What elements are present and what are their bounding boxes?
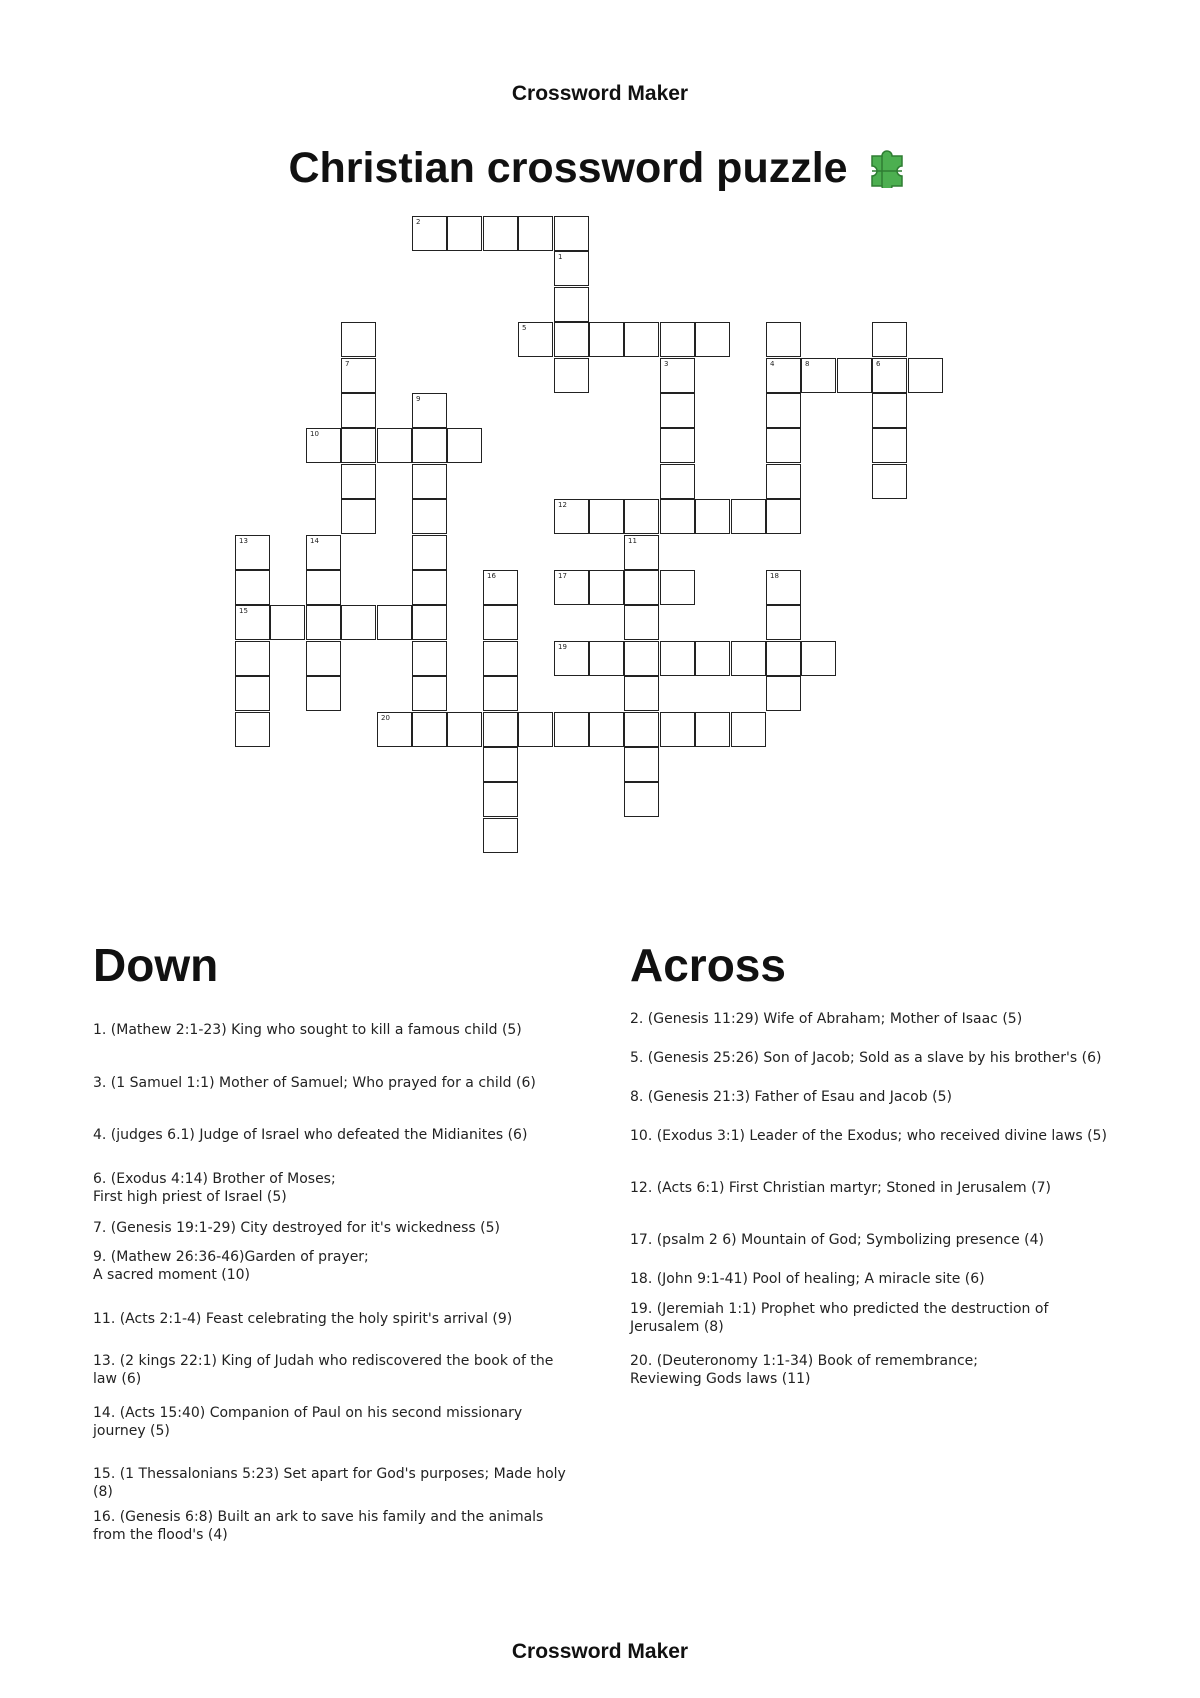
grid-cell bbox=[589, 570, 624, 605]
cell-number: 6 bbox=[876, 360, 881, 368]
down-clue: 13. (2 kings 22:1) King of Judah who rediscovered the book of the law (6) bbox=[93, 1353, 554, 1387]
grid-cell bbox=[624, 499, 659, 534]
grid-cell bbox=[341, 605, 376, 640]
down-clue: 15. (1 Thessalonians 5:23) Set apart for God's purposes; Made holy (8) bbox=[93, 1466, 566, 1500]
grid-cell bbox=[660, 570, 695, 605]
grid-cell bbox=[801, 641, 836, 676]
grid-cell bbox=[341, 393, 376, 428]
grid-cell bbox=[447, 712, 482, 747]
grid-cell bbox=[412, 499, 447, 534]
grid-cell bbox=[341, 464, 376, 499]
grid-cell bbox=[412, 605, 447, 640]
grid-cell bbox=[589, 322, 624, 357]
grid-cell bbox=[518, 322, 553, 357]
grid-cell bbox=[660, 428, 695, 463]
down-clue: 14. (Acts 15:40) Companion of Paul on his second missionary journey (5) bbox=[93, 1405, 523, 1439]
grid-cell bbox=[306, 676, 341, 711]
across-clue: 2. (Genesis 11:29) Wife of Abraham; Mother of Isaac (5) bbox=[630, 1011, 1023, 1027]
cell-number: 19 bbox=[558, 643, 567, 651]
grid-cell bbox=[554, 322, 589, 357]
grid-cell bbox=[412, 216, 447, 251]
grid-cell bbox=[270, 605, 305, 640]
cell-number: 11 bbox=[628, 537, 637, 545]
across-clue: 8. (Genesis 21:3) Father of Esau and Jacob (5) bbox=[630, 1089, 952, 1105]
grid-cell bbox=[624, 605, 659, 640]
grid-cell bbox=[377, 712, 412, 747]
grid-cell bbox=[801, 358, 836, 393]
grid-cell bbox=[766, 676, 801, 711]
grid-cell bbox=[518, 216, 553, 251]
grid-cell bbox=[554, 499, 589, 534]
cell-number: 4 bbox=[770, 360, 775, 368]
grid-cell bbox=[872, 464, 907, 499]
grid-cell bbox=[554, 251, 589, 286]
grid-cell bbox=[908, 358, 943, 393]
brand-header: Crossword Maker bbox=[511, 82, 689, 105]
grid-cell bbox=[483, 605, 518, 640]
grid-cell bbox=[872, 358, 907, 393]
grid-cell bbox=[483, 216, 518, 251]
grid-cell bbox=[624, 322, 659, 357]
across-clue: 20. (Deuteronomy 1:1-34) Book of remembrance; Reviewing Gods laws (11) bbox=[630, 1353, 978, 1387]
grid-cell bbox=[766, 322, 801, 357]
grid-cell bbox=[731, 641, 766, 676]
grid-cell bbox=[766, 428, 801, 463]
grid-cell bbox=[483, 712, 518, 747]
cell-number: 9 bbox=[416, 395, 421, 403]
grid-cell bbox=[554, 712, 589, 747]
grid-cell bbox=[235, 712, 270, 747]
grid-cell bbox=[766, 641, 801, 676]
grid-cell bbox=[872, 393, 907, 428]
grid-cell bbox=[624, 712, 659, 747]
title-text: Christian crossword puzzle bbox=[288, 144, 848, 192]
grid-cell bbox=[872, 322, 907, 357]
grid-cell bbox=[306, 605, 341, 640]
grid-cell bbox=[660, 712, 695, 747]
grid-cell bbox=[660, 641, 695, 676]
down-clue: 3. (1 Samuel 1:1) Mother of Samuel; Who prayed for a child (6) bbox=[93, 1075, 536, 1091]
grid-cell bbox=[554, 358, 589, 393]
grid-cell bbox=[412, 676, 447, 711]
brand-footer: Crossword Maker bbox=[511, 1640, 689, 1663]
cell-number: 1 bbox=[558, 253, 563, 261]
grid-cell bbox=[766, 570, 801, 605]
grid-cell bbox=[306, 535, 341, 570]
cell-number: 3 bbox=[664, 360, 669, 368]
cell-number: 12 bbox=[558, 501, 567, 509]
grid-cell bbox=[412, 393, 447, 428]
grid-cell bbox=[412, 428, 447, 463]
grid-cell bbox=[660, 464, 695, 499]
grid-cell bbox=[341, 322, 376, 357]
grid-cell bbox=[412, 464, 447, 499]
grid-cell bbox=[660, 499, 695, 534]
down-clue: 4. (judges 6.1) Judge of Israel who defeated the Midianites (6) bbox=[93, 1127, 528, 1143]
grid-cell bbox=[518, 712, 553, 747]
cell-number: 13 bbox=[239, 537, 248, 545]
grid-cell bbox=[660, 393, 695, 428]
grid-cell bbox=[695, 322, 730, 357]
cell-number: 5 bbox=[522, 324, 527, 332]
down-clue: 7. (Genesis 19:1-29) City destroyed for it's wickedness (5) bbox=[93, 1220, 500, 1236]
grid-cell bbox=[624, 570, 659, 605]
grid-cell bbox=[766, 605, 801, 640]
grid-cell bbox=[412, 641, 447, 676]
cell-number: 10 bbox=[310, 430, 319, 438]
grid-cell bbox=[235, 605, 270, 640]
grid-cell bbox=[341, 358, 376, 393]
down-clue: 6. (Exodus 4:14) Brother of Moses; First high priest of Israel (5) bbox=[93, 1171, 336, 1205]
grid-cell bbox=[483, 570, 518, 605]
grid-cell bbox=[235, 570, 270, 605]
grid-cell bbox=[341, 428, 376, 463]
grid-cell bbox=[447, 428, 482, 463]
across-heading: Across bbox=[630, 939, 786, 991]
grid-cell bbox=[235, 641, 270, 676]
grid-cell bbox=[872, 428, 907, 463]
down-clue: 16. (Genesis 6:8) Built an ark to save his family and the animals from the flood's (4) bbox=[93, 1509, 544, 1543]
down-clue: 11. (Acts 2:1-4) Feast celebrating the holy spirit's arrival (9) bbox=[93, 1311, 513, 1327]
grid-cell bbox=[624, 747, 659, 782]
cell-number: 18 bbox=[770, 572, 779, 580]
grid-cell bbox=[695, 499, 730, 534]
grid-cell bbox=[483, 818, 518, 853]
grid-cell bbox=[235, 676, 270, 711]
grid-cell bbox=[447, 216, 482, 251]
cell-number: 14 bbox=[310, 537, 319, 545]
grid-cell bbox=[624, 782, 659, 817]
grid-cell bbox=[837, 358, 872, 393]
grid-cell bbox=[695, 712, 730, 747]
grid-cell bbox=[766, 499, 801, 534]
across-clue: 17. (psalm 2 6) Mountain of God; Symbolizing presence (4) bbox=[630, 1232, 1044, 1248]
grid-cell bbox=[731, 712, 766, 747]
grid-cell bbox=[377, 428, 412, 463]
cell-number: 17 bbox=[558, 572, 567, 580]
grid-cell bbox=[766, 358, 801, 393]
across-clue: 19. (Jeremiah 1:1) Prophet who predicted the destruction of Jerusalem (8) bbox=[630, 1301, 1049, 1335]
across-clue: 18. (John 9:1-41) Pool of healing; A miracle site (6) bbox=[630, 1271, 985, 1287]
down-clue: 9. (Mathew 26:36-46)Garden of prayer; A sacred moment (10) bbox=[93, 1249, 369, 1283]
cell-number: 7 bbox=[345, 360, 350, 368]
across-clue: 10. (Exodus 3:1) Leader of the Exodus; who received divine laws (5) bbox=[630, 1128, 1107, 1144]
grid-cell bbox=[766, 464, 801, 499]
grid-cell bbox=[660, 322, 695, 357]
grid-cell bbox=[483, 641, 518, 676]
cell-number: 15 bbox=[239, 607, 248, 615]
grid-cell bbox=[554, 287, 589, 322]
across-clue: 12. (Acts 6:1) First Christian martyr; Stoned in Jerusalem (7) bbox=[630, 1180, 1051, 1196]
grid-cell bbox=[766, 393, 801, 428]
cell-number: 8 bbox=[805, 360, 810, 368]
down-clue: 1. (Mathew 2:1-23) King who sought to kill a famous child (5) bbox=[93, 1022, 522, 1038]
grid-cell bbox=[695, 641, 730, 676]
grid-cell bbox=[624, 676, 659, 711]
across-clue: 5. (Genesis 25:26) Son of Jacob; Sold as a slave by his brother's (6) bbox=[630, 1050, 1102, 1066]
down-heading: Down bbox=[93, 939, 219, 991]
grid-cell bbox=[306, 570, 341, 605]
grid-cell bbox=[554, 216, 589, 251]
grid-cell bbox=[483, 676, 518, 711]
grid-cell bbox=[341, 499, 376, 534]
grid-cell bbox=[412, 535, 447, 570]
grid-cell bbox=[377, 605, 412, 640]
grid-cell bbox=[589, 712, 624, 747]
grid-cell bbox=[483, 747, 518, 782]
cell-number: 16 bbox=[487, 572, 496, 580]
grid-cell bbox=[483, 782, 518, 817]
grid-cell bbox=[624, 535, 659, 570]
grid-cell bbox=[306, 641, 341, 676]
grid-cell bbox=[554, 641, 589, 676]
cell-number: 20 bbox=[381, 714, 390, 722]
grid-cell bbox=[589, 499, 624, 534]
grid-cell bbox=[589, 641, 624, 676]
grid-cell bbox=[731, 499, 766, 534]
grid-cell bbox=[306, 428, 341, 463]
grid-cell bbox=[412, 712, 447, 747]
grid-cell bbox=[660, 358, 695, 393]
grid-cell bbox=[235, 535, 270, 570]
grid-cell bbox=[624, 641, 659, 676]
grid-cell bbox=[554, 570, 589, 605]
cell-number: 2 bbox=[416, 218, 421, 226]
grid-cell bbox=[412, 570, 447, 605]
